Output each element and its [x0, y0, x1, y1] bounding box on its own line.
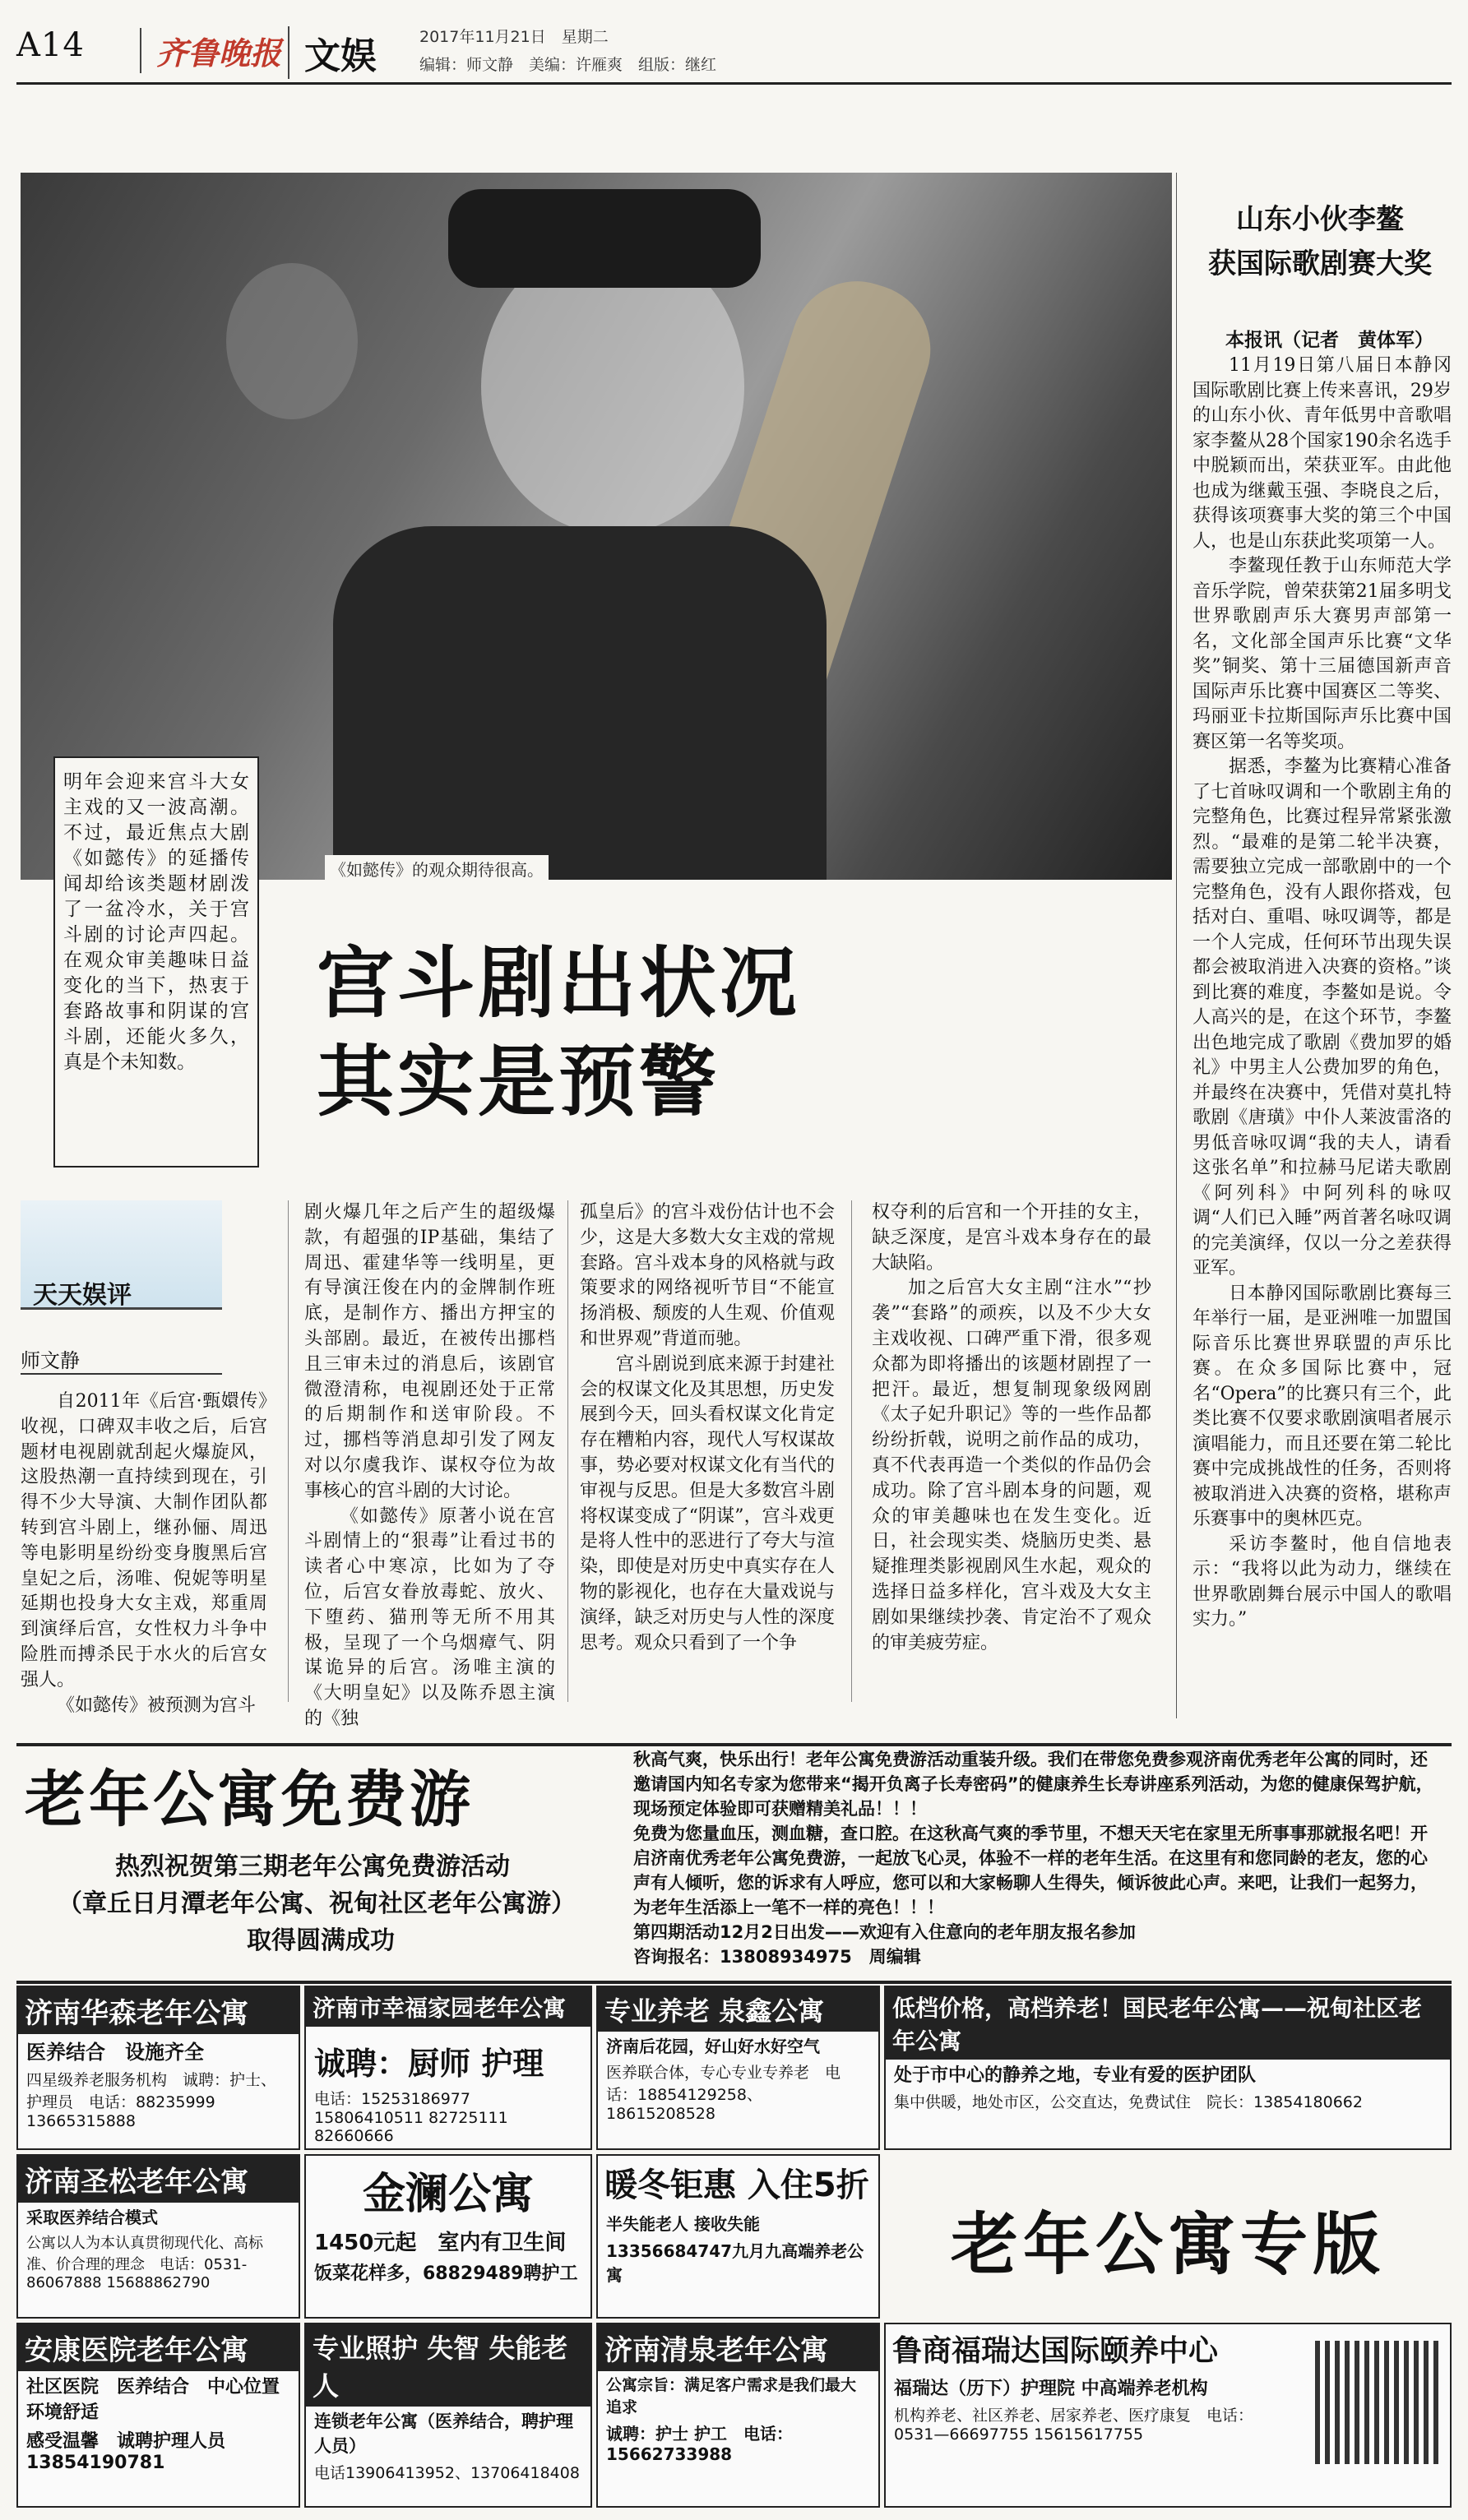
right-headline-line-2: 获国际歌剧赛大奖 — [1208, 247, 1432, 280]
ad-cell-tagline: 医养结合 设施齐全 — [26, 2041, 204, 2064]
ad-cell-guomin — [884, 1986, 1452, 2150]
article-paragraph: 权夺利的后宫和一个开挂的女主，缺乏深度，是宫斗戏本身存在的最大缺陷。 — [872, 1202, 1151, 1274]
paper-logo: 齐鲁晚报 — [140, 28, 281, 73]
ad-cell-tagline: 1450元起 室内有卫生间 — [314, 2231, 567, 2255]
column-separator — [567, 1200, 568, 1702]
ad-cell-tagline: 连锁老年公寓（医养结合，聘护理人员） — [314, 2411, 573, 2456]
article-paragraph: 宫斗剧说到底来源于封建社会的权谋文化及其思想，历史发展到今天，回头看权谋文化肯定存在糟粕内容，现代人写权谋故事，势必要对权谋文化有当代的审视与反思。但是大多数宫斗剧将权谋变成了“阴谋”，宫斗戏更是将人性中的恶进行了夸大与渲染，即使是对历史中真实存在人物的影视化，也存在大量戏说与演绎，缺乏对历史与人性的深度思考。观众只看到了一个争 — [580, 1353, 835, 1653]
article-column-1 — [21, 1389, 267, 1718]
ad-cell-qingquan — [596, 2323, 880, 2508]
right-paragraph: 据悉，李鳌为比赛精心准备了七首咏叹调和一个歌剧主角的完整角色，比赛过程异常紧张激烈。“最难的是第二轮半决赛，需要独立完成一部歌剧中的一个完整角色，没有人跟你搭戏，包括对白、重唱、咏叹调等，都是一个人完成，任何环节出现失误都会被取消进入决赛的资格。”谈到比赛的难度，李鳌如是说。令人高兴的是，在这个环节，李鳌出色地完成了歌剧《费加罗的婚礼》中男主人公费加罗的角色，并最终在决赛中，凭借对莫扎特歌剧《唐璜》中仆人莱波雷洛的男低音咏叹调“我的夫人，请看这张名单”和拉赫马尼诺夫歌剧《阿列科》中阿列科的咏叹调“人们已入睡”两首著名咏叹调的完美演绎，仅以一分之差获得亚军。 — [1192, 756, 1452, 1278]
column-separator — [851, 1200, 852, 1702]
photo-robe-shape — [333, 526, 827, 880]
lead-box: 明年会迎来宫斗大女主戏的又一波高潮。不过，最近焦点大剧《如懿传》的延播传闻却给该类题材剧泼了一盆冷水，关于宫斗剧的讨论声四起。在观众审美趣味日益变化的当下，热衷于套路故事和阴谋的宫斗剧，还能火多久，真是个未知数。 — [53, 756, 259, 1168]
ad-paragraph: 免费为您量血压，测血糖，查口腔。在这秋高气爽的季节里，不想天天宅在家里无所事事那就报名吧！开启济南优秀老年公寓免费游，一起放飞心灵，体验不一样的老年生活。在这里有和您同龄的老友，您的心声有人倾听，您的诉求有人呼应，您可以和大家畅聊人生得失，倾诉彼此心声。来吧，让我们一起努力，为老年生活添上一笔不一样的亮色！！！ — [633, 1824, 1428, 1917]
headline-line-2: 其实是预警 — [317, 1037, 720, 1127]
column-author: 师文静 — [21, 1349, 80, 1372]
ad-cell-jinlan — [304, 2154, 592, 2319]
right-headline — [1188, 197, 1452, 286]
ad-cell-details: 13356684747九月九高端养老公寓 — [606, 2241, 864, 2285]
ad-cell-tagline: 采取医养结合模式 — [26, 2208, 158, 2227]
ad-cell-huasen — [16, 1986, 300, 2150]
masthead — [16, 16, 1452, 85]
ad-cell-shengsong — [16, 2154, 300, 2319]
ad-cell-xingfu — [304, 1986, 592, 2150]
right-paragraph: 11月19日第八届日本静冈国际歌剧比赛上传来喜讯，29岁的山东小伙、青年低男中音歌唱家李鳌从28个国家190余名选手中脱颖而出，荣获亚军。由此他也成为继戴玉强、李晓良之后，获得该项赛事大奖的第三个中国人，也是山东获此奖项第一人。 — [1192, 355, 1452, 552]
photo-background-figure — [226, 263, 358, 419]
qr-code-icon — [1315, 2341, 1438, 2464]
article-column-2 — [304, 1200, 555, 1732]
ad-subtitle-3: 取得圆满成功 — [247, 1926, 395, 1955]
article-paragraph: 加之后宫大女主剧“注水”“抄袭”“套路”的顽疾，以及不少大女主戏收视、口碑严重下滑，很多观众都为即将播出的该题材剧捏了一把汗。最近，想复制现象级网剧《太子妃升职记》等的一些作品都纷纷折戟，说明之前作品的成功，真不代表再造一个类似的作品仍会成功。除了宫斗剧本身的问题，观众的审美趣味也在发生变化。近日，社会现实类、烧脑历史类、悬疑推理类影视剧风生水起，观众的选择日益多样化，宫斗戏及大女主剧如果继续抄袭、肯定治不了观众的审美疲劳症。 — [872, 1278, 1151, 1653]
ad-cell-tagline: 处于市中心的静养之地，专业有爱的医护团队 — [894, 2065, 1257, 2086]
ad-cell-heading: 暖冬钜惠 入住5折 — [598, 2156, 878, 2209]
ad-cell-tagline: 半失能老人 接收失能 — [606, 2214, 760, 2234]
ad-cell-heading: 低档价格，高档养老！国民老年公寓——祝甸社区老年公寓 — [886, 1987, 1450, 2060]
ad-cell-nuandong — [596, 2154, 880, 2319]
section-title: 文娱 — [288, 26, 377, 79]
ad-cell-details: 医养联合体，专心专业专养老 电话：18854129258、18615208528 — [606, 2064, 841, 2123]
ad-paragraph: 秋高气爽，快乐出行！老年公寓免费游活动重装升级。我们在带您免费参观济南优秀老年公寓的同时，还邀请国内知名专家为您带来“揭开负离子长寿密码”的健康养生长寿讲座系列活动，为您的健康保驾护航，现场预定体验即可获赠精美礼品！！！ — [633, 1750, 1433, 1819]
ad-cell-heading: 金澜公寓 — [306, 2156, 590, 2224]
photo-headdress-shape — [448, 189, 761, 288]
ad-cell-heading: 专业照护 失智 失能老人 — [306, 2324, 590, 2407]
ad-paragraph: 第四期活动12月2日出发——欢迎有入住意向的老年朋友报名参加 — [633, 1922, 1136, 1942]
ad-cell-details: 集中供暖，地处市区，公交直达，免费试住 院长：13854180662 — [894, 2093, 1363, 2111]
right-byline: 本报讯（记者 黄体军） — [1225, 330, 1433, 351]
ad-cell-tagline: 诚聘：厨师 护理 — [314, 2046, 544, 2082]
page-number: A14 — [16, 26, 85, 64]
column-separator — [288, 1200, 289, 1702]
ad-cell-details: 公寓以人为本认真贯彻现代化、高标准、价合理的理念 电话：0531-86067888 15688862790 — [26, 2235, 263, 2291]
right-paragraph: 采访李鳌时，他自信地表示：“我将以此为动力，继续在世界歌剧舞台展示中国人的歌唱实力。” — [1192, 1533, 1452, 1630]
right-headline-line-1: 山东小伙李鳌 — [1236, 203, 1404, 236]
ad-cell-tagline: 公寓宗旨：满足客户需求是我们最大追求 — [606, 2376, 857, 2416]
ad-cell-heading: 济南华森老年公寓 — [18, 1987, 299, 2034]
ad-cell-details: 饭菜花样多，68829489聘护工 — [314, 2263, 578, 2284]
editors-line: 编辑：师文静 美编：许雁爽 组版：继红 — [419, 56, 717, 74]
article-paragraph: 剧火爆几年之后产生的超级爆款，有超强的IP基础，集结了周迅、霍建华等一线明星，更有导演汪俊在内的金牌制作班底，是制作方、播出方押宝的头部剧。最近，在被传出挪档且三审未过的消息后，该剧官微澄清称，电视剧还处于正常的后期制作和送审阶段。不过，挪档等消息却引发了网友对以尔虞我诈、谋权夺位为故事核心的宫斗剧的大讨论。 — [304, 1202, 555, 1501]
ad-cell-details: 诚聘：护士 护工 电话：15662733988 — [606, 2424, 793, 2464]
article-paragraph: 孤皇后》的宫斗戏份估计也不会少，这是大多数大女主戏的常规套路。宫斗戏本身的风格就与政策要求的网络视听节目“不能宣扬消极、颓废的人生观、价值观和世界观”背道而驰。 — [580, 1202, 835, 1349]
ad-subtitle-2: （章丘日月潭老年公寓、祝甸社区老年公寓游） — [58, 1889, 576, 1918]
dateline: 2017年11月21日 星期二 — [419, 28, 609, 46]
ad-text — [633, 1747, 1439, 1969]
headline-line-1: 宫斗剧出状况 — [317, 938, 801, 1029]
author-rule — [21, 1373, 222, 1375]
ad-cell-heading: 安康医院老年公寓 — [18, 2324, 299, 2371]
ad-cell-heading: 济南清泉老年公寓 — [598, 2324, 878, 2371]
ad-cell-details: 感受温馨 诚聘护理人员 13854190781 — [26, 2431, 244, 2473]
article-column-3 — [580, 1200, 835, 1656]
article-paragraph: 自2011年《后宫·甄嬛传》收视，口碑双丰收之后，后宫题材电视剧就刮起火爆旋风，这股热潮一直持续到现在，引得不少大导演、大制作团队都转到宫斗剧上，继孙俪、周迅等电影明星纷纷变身腹黑后宫皇妃之后，汤唯、倪妮等明星延期也投身大女主戏，郑重周到演绎后宫，女性权力斗争中险胜而搏杀民于水火的后宫女强人。 — [21, 1391, 267, 1690]
right-article-body — [1192, 354, 1452, 1633]
column-label: 天天娱评 — [33, 1281, 132, 1310]
ad-paragraph: 咨询报名：13808934975 周编辑 — [633, 1947, 921, 1967]
right-paragraph: 李鳌现任教于山东师范大学音乐学院，曾荣获第21届多明戈世界歌剧声乐大赛男声部第一名，文化部全国声乐比赛“文华奖”铜奖、第十三届德国新声音国际声乐比赛中国赛区二等奖、玛丽亚卡拉斯国际声乐比赛中国赛区第一名等奖项。 — [1192, 556, 1452, 752]
ad-cell-heading: 鲁商福瑞达国际颐养中心 — [886, 2324, 1450, 2373]
ad-cell-tagline: 社区医院 医养结合 中心位置 环境舒适 — [26, 2377, 299, 2423]
ad-cell-tagline: 福瑞达（历下）护理院 中高端养老机构 — [894, 2379, 1208, 2399]
right-paragraph: 日本静冈国际歌剧比赛每三年举行一届，是亚洲唯一加盟国际音乐比赛世界联盟的声乐比赛。在众多国际比赛中，冠名“Opera”的比赛只有三个，此类比赛不仅要求歌剧演唱者展示演唱能力，而且还要在第二轮比赛中完成挑战性的任务，否则将被取消进入决赛的资格，堪称声乐赛事中的奥林匹克。 — [1192, 1283, 1452, 1529]
ad-cell-shizhi — [304, 2323, 592, 2508]
ad-cell-heading: 济南市幸福家园老年公寓 — [306, 1987, 590, 2027]
photo-caption: 《如懿传》的观众期待很高。 — [325, 855, 549, 882]
ad-title: 老年公寓免费游 — [25, 1764, 474, 1835]
ad-cell-details: 电话13906413952、13706418408 — [314, 2464, 580, 2482]
article-paragraph: 《如懿传》被预测为宫斗 — [57, 1695, 257, 1716]
article-paragraph: 《如懿传》原著小说在宫斗剧情上的“狠毒”让看过书的读者心中寒凉，比如为了夺位，后宫女眷放毒蛇、放火、下堕药、猫刑等无所不用其极，呈现了一个乌烟瘴气、阴谋诡异的后宫。汤唯主演的《大明皇妃》以及陈乔恩主演的《独 — [304, 1505, 555, 1729]
ad-cell-heading: 专业养老 泉鑫公寓 — [598, 1987, 878, 2032]
ad-cell-quanxin — [596, 1986, 880, 2150]
ad-cell-details: 电话：15253186977 15806410511 82725111 82660666 — [314, 2090, 508, 2145]
ad-cell-ankang — [16, 2323, 300, 2508]
column-divider — [1176, 173, 1177, 1718]
ad-cell-details: 四星级养老服务机构 诚聘：护士、护理员 电话：88235999 13665315888 — [26, 2071, 277, 2130]
special-edition-text: 老年公寓专版 — [950, 2206, 1385, 2284]
ad-cell-tagline: 济南后花园，好山好水好空气 — [606, 2037, 820, 2056]
article-column-4 — [872, 1200, 1151, 1656]
ad-cell-heading: 济南圣松老年公寓 — [18, 2156, 299, 2203]
ad-cell-details: 机构养老、社区养老、居家养老、医疗康复 电话：0531—66697755 15615617755 — [894, 2407, 1254, 2444]
ad-subtitle-1: 热烈祝贺第三期老年公寓免费游活动 — [115, 1852, 510, 1881]
ad-cell-furuida — [884, 2323, 1452, 2508]
special-edition-label — [888, 2162, 1447, 2314]
